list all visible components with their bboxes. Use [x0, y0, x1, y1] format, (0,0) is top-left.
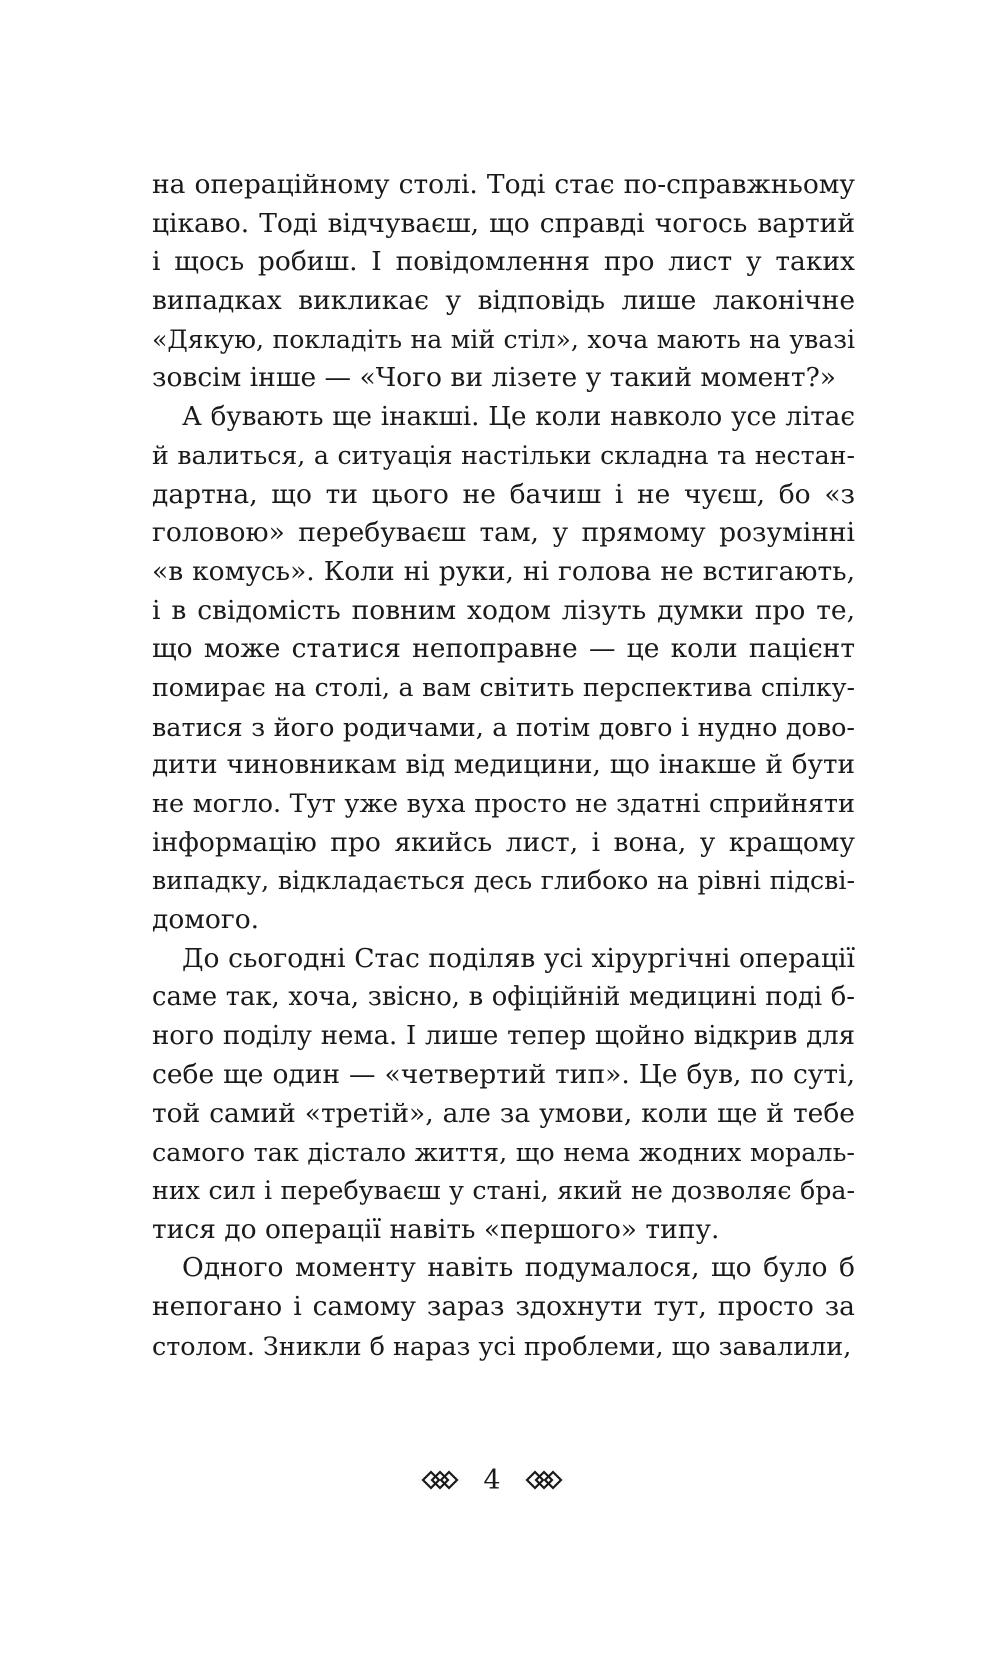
text-line: випадках викликає у відповідь лише лаконічне: [152, 285, 855, 317]
paragraph: [152, 940, 855, 1250]
text-line: дартна, що ти цього не бачиш і не чуєш, бо «з: [152, 478, 855, 510]
page-text: [152, 166, 855, 1365]
text-line: домого.: [152, 904, 260, 936]
text-line: випадку, відкладається десь глибоко на рівні підсві-: [152, 866, 855, 896]
text-line: непогано і самому зараз здохнути тут, просто за: [152, 1290, 855, 1322]
text-line: не могло. Тут уже вуха просто не здатні сприйняти: [152, 789, 855, 819]
text-line: Одного моменту навіть подумалося, що було б: [182, 1252, 855, 1284]
text-line: столом. Зникли б нараз усі проблеми, що завалили,: [152, 1330, 852, 1361]
text-line: зовсім інше — «Чого ви лізете у такий момент?»: [152, 362, 837, 394]
text-line: саме так, хоча, звісно, в офіційній медицині поді б-: [152, 982, 855, 1013]
text-line: самого так дістало життя, що нема жодних мораль-: [152, 1137, 855, 1168]
text-line: А бувають ще інакші. Це коли навколо усе літає: [182, 402, 855, 433]
page-footer: [0, 1460, 984, 1500]
text-line: цікаво. Тоді відчуваєш, що справді чогось вартий: [152, 207, 855, 239]
text-line: ного поділу нема. І лише тепер щойно відкрив для: [152, 1021, 855, 1052]
text-line: помирає на столі, а вам світить перспектива спілку-: [152, 672, 855, 702]
text-line: й валиться, а ситуація настільки складна та нестан-: [152, 440, 855, 470]
text-line: дити чиновникам від медицини, що інакше й бути: [152, 750, 855, 781]
text-line: них сил і перебуваєш у стані, який не дозволяє бра-: [152, 1175, 855, 1205]
text-line: «в комусь». Коли ні руки, ні голова не встигають,: [152, 555, 855, 587]
text-line: ватися з його родичами, а потім довго і нудно дово-: [152, 711, 855, 742]
paragraph: [152, 166, 855, 398]
text-line: До сьогодні Стас поділяв усі хірургічні операції: [182, 942, 855, 974]
text-line: головою» перебуваєш там, у прямому розумінні: [152, 517, 855, 549]
text-line: що може статися непоправне — це коли пацієнт: [152, 633, 855, 665]
paragraph: [152, 398, 855, 940]
text-line: тися до операції навіть «першого» типу.: [152, 1213, 720, 1245]
paragraph: [152, 1249, 855, 1365]
text-line: і щось робиш. І повідомлення про лист у таких: [152, 246, 855, 278]
ornament-left-icon: [421, 1468, 461, 1492]
text-line: інформацію про якийсь лист, і вона, у кращому: [152, 826, 855, 858]
page-number: 4: [483, 1464, 501, 1496]
text-line: і в свідомість повним ходом лізуть думки про те,: [152, 594, 855, 626]
text-line: «Дякую, покладіть на мій стіл», хоча мають на увазі: [152, 324, 855, 354]
ornament-right-icon: [523, 1468, 563, 1492]
text-line: на операційному столі. Тоді стає по-справжньому: [152, 169, 855, 200]
text-line: той самий «третій», але за умови, коли ще й тебе: [152, 1097, 855, 1129]
text-line: себе ще один — «четвертий тип». Це був, по суті,: [152, 1058, 855, 1090]
